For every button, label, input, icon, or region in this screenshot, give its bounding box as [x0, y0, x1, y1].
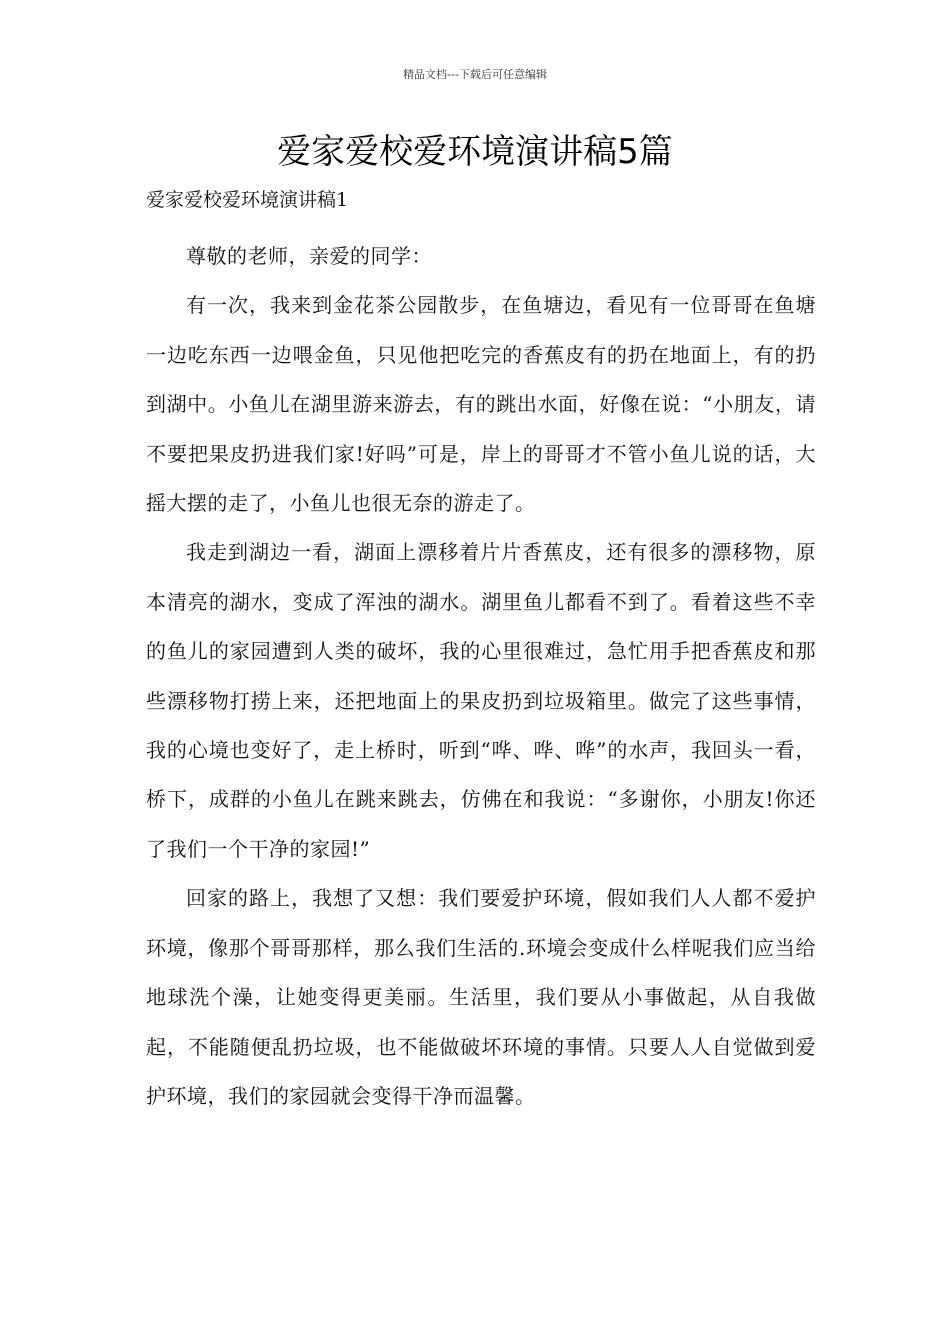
paragraph-greeting: 尊敬的老师，亲爱的同学：: [186, 244, 432, 268]
document-body: [146, 232, 816, 1121]
paragraph-reflection: 回家的路上，我想了又想：我们要爱护环境，假如我们人人都不爱护环境，像那个哥哥那样，那么我们生活的.环境会变成什么样呢我们应当给地球洗个澡，让她变得更美丽。生活里，我们要从小事做起，从自我做起，不能随便乱扔垃圾，也不能做破坏环境的事情。只要人人自觉做到爱护环境，我们的家园就会变得干净而温馨。: [146, 886, 816, 1108]
paragraph-cleanup: 我走到湖边一看，湖面上漂移着片片香蕉皮，还有很多的漂移物，原本清亮的湖水，变成了浑浊的湖水。湖里鱼儿都看不到了。看着这些不幸的鱼儿的家园遭到人类的破坏，我的心里很难过，急忙用手把香蕉皮和那些漂移物打捞上来，还把地面上的果皮扔到垃圾箱里。做完了这些事情，我的心境也变好了，走上桥时，听到“哗、哗、哗”的水声，我回头一看，桥下，成群的小鱼儿在跳来跳去，仿佛在和我说：“多谢你，小朋友!你还了我们一个干净的家园!”: [146, 540, 816, 861]
page-header-note: 精品文档---下载后可任意编辑: [403, 68, 547, 81]
section-subtitle: 爱家爱校爱环境演讲稿1: [146, 189, 349, 211]
document-title: 爱家爱校爱环境演讲稿5篇: [277, 132, 673, 172]
paragraph-park-story: 有一次，我来到金花茶公园散步，在鱼塘边，看见有一位哥哥在鱼塘一边吃东西一边喂金鱼，只见他把吃完的香蕉皮有的扔在地面上，有的扔到湖中。小鱼儿在湖里游来游去，有的跳出水面，好像在说：“小朋友，请不要把果皮扔进我们家!好吗”可是，岸上的哥哥才不管小鱼儿说的话，大摇大摆的走了，小鱼儿也很无奈的游走了。: [146, 293, 816, 516]
